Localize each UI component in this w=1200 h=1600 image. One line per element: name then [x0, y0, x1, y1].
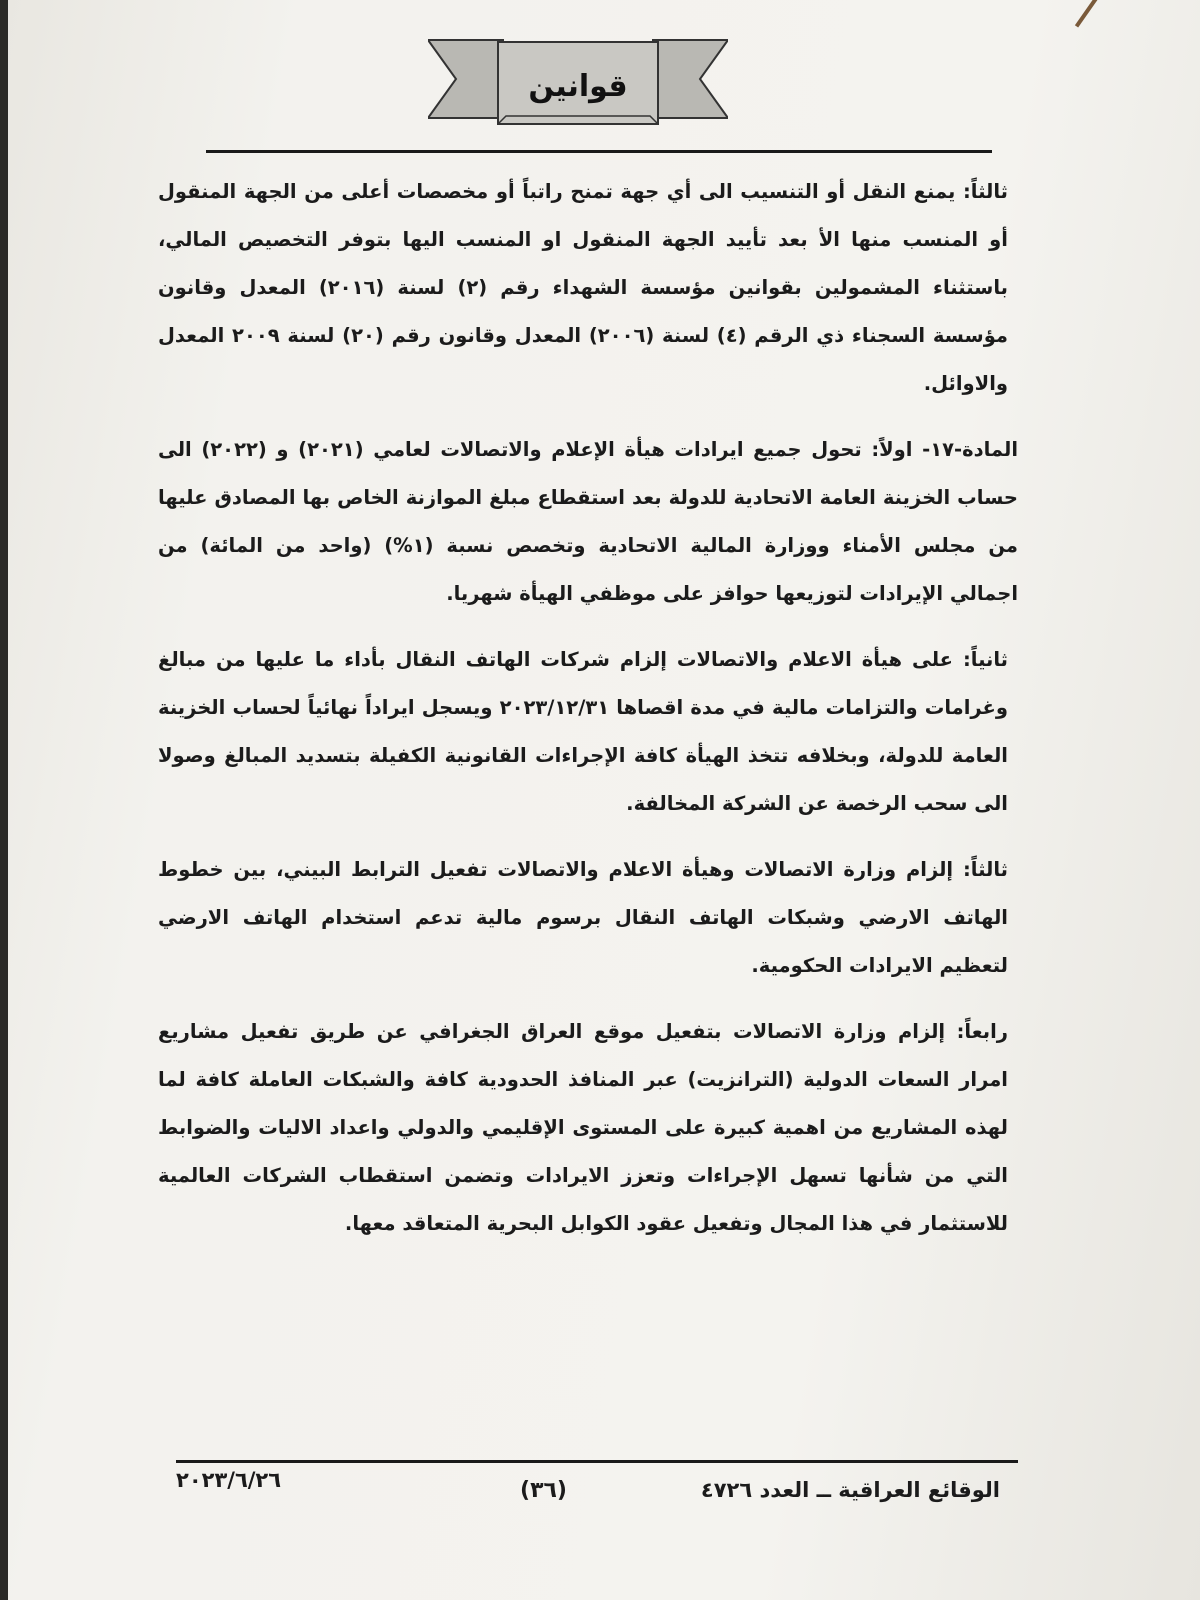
pen-tip — [1075, 0, 1101, 28]
page-number: (٣٦) — [520, 1478, 567, 1503]
section-banner — [428, 28, 728, 138]
paragraph-article-17-first: المادة-١٧- اولاً: تحول جميع ايرادات هيأة الإعلام والاتصالات لعامي (٢٠٢١) و (٢٠٢٢) الى حساب الخزينة العامة الاتحادية للدولة بعد استقطاع مبلغ الموازنة الخاص بها المصادق عليها من مجلس الأمناء ووزارة المالية الاتحادية وتخصص نسبة (١%) (واحد من المائة) من اجمالي الإيرادات لتوزيعها حوافز على موظفي الهيأة شهريا. — [158, 438, 1019, 605]
gazette-page — [8, 0, 1200, 1600]
paragraph-article-17-third: ثالثاً: إلزام وزارة الاتصالات وهيأة الاعلام والاتصالات تفعيل الترابط البيني، بين خطوط الهاتف الارضي وشبكات الهاتف النقال برسوم مالية تدعم استخدام الهاتف الارضي لتعظيم الايرادات الحكومية. — [158, 858, 1008, 977]
bottom-divider — [176, 1460, 1018, 1463]
section-title: قوانين — [528, 69, 628, 104]
gazette-issue: الوقائع العراقية ــ العدد ٤٧٢٦ — [700, 1478, 1000, 1502]
paragraph-article-17-second: ثانياً: على هيأة الاعلام والاتصالات إلزام شركات الهاتف النقال بأداء ما عليها من مبالغ وغرامات والتزامات مالية في مدة اقصاها ٢٠٢٣/١٢/٣١ ويسجل ايراداً نهائياً لحساب الخزينة العامة للدولة، وبخلافه تتخذ الهيأة كافة الإجراءات القانونية الكفيلة بتسديد المبالغ وصولا الى سحب الرخصة عن الشركة المخالفة. — [158, 648, 1008, 815]
paragraph-article-17-fourth: رابعاً: إلزام وزارة الاتصالات بتفعيل موقع العراق الجغرافي عن طريق تفعيل مشاريع امرار السعات الدولية (الترانزيت) عبر المنافذ الحدودية كافة والشبكات العاملة كافة لما لهذه المشاريع من اهمية كبيرة على المستوى الإقليمي والدولي واعداد الاليات والضوابط التي من شأنها تسهل الإجراءات وتعزز الايرادات وتضمن استقطاب الشركات العالمية للاستثمار في هذا المجال وتفعيل عقود الكوابل البحرية المتعاقد معها. — [158, 1020, 1008, 1235]
top-divider — [206, 150, 992, 153]
paragraph-thirdly-transfer: ثالثاً: يمنع النقل أو التنسيب الى أي جهة تمنح راتباً أو مخصصات أعلى من الجهة المنقول أو المنسب منها الأ بعد تأييد الجهة المنقول او المنسب اليها بتوفر التخصيص المالي، باستثناء المشمولين بقوانين مؤسسة الشهداء رقم (٢) لسنة (٢٠١٦) المعدل وقانون مؤسسة السجناء ذي الرقم (٤) لسنة (٢٠٠٦) المعدل وقانون رقم (٢٠) لسنة ٢٠٠٩ المعدل والاوائل. — [158, 180, 1008, 395]
issue-date: ٢٠٢٣/٦/٢٦ — [176, 1468, 282, 1492]
law-text-body — [158, 168, 1019, 1266]
